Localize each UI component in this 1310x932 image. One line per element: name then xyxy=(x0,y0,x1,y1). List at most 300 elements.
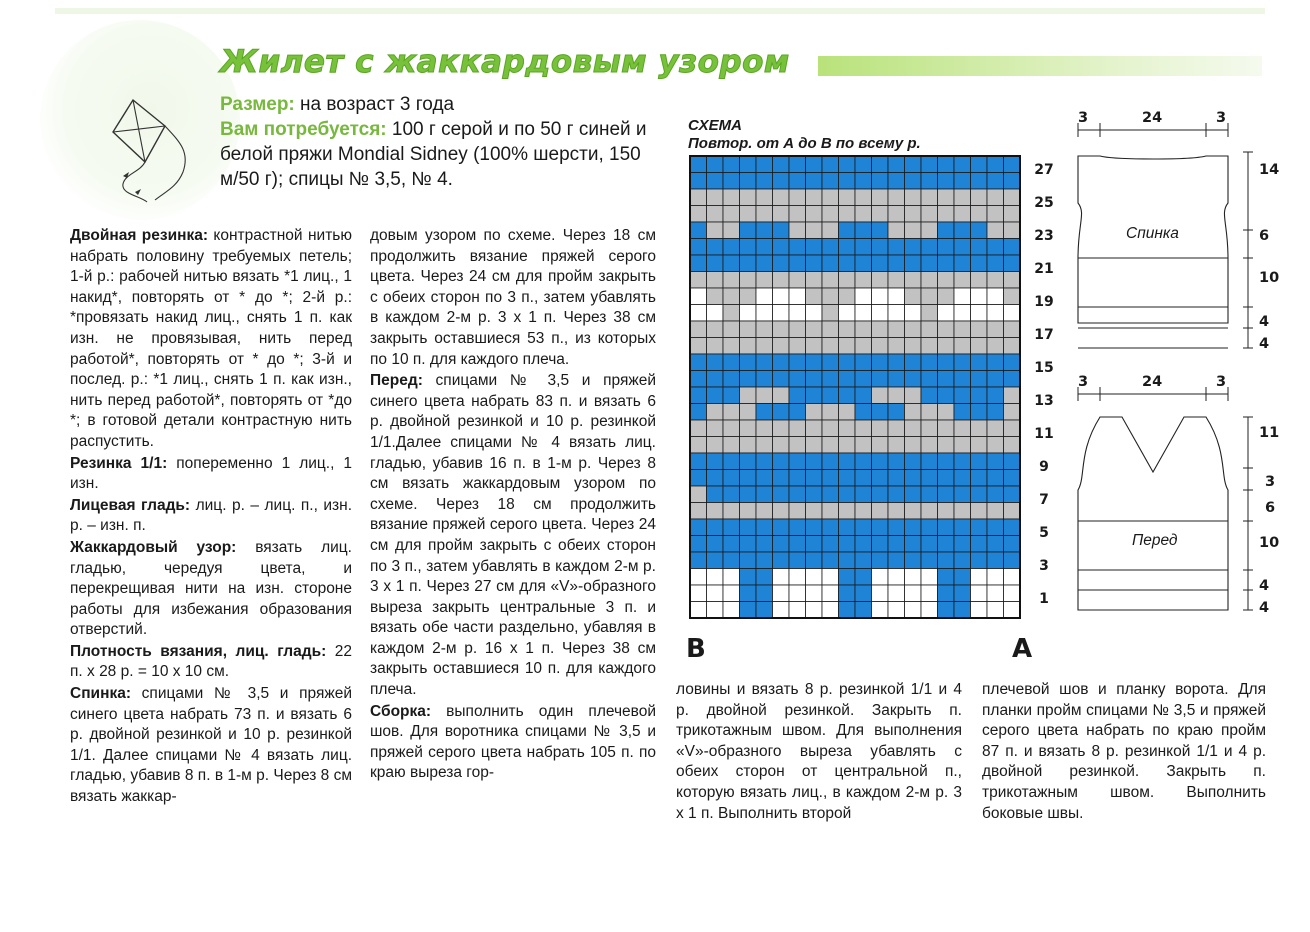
chart-cell xyxy=(806,222,823,239)
chart-cell xyxy=(707,585,724,602)
chart-cell xyxy=(987,354,1004,371)
chart-cell xyxy=(806,503,823,520)
chart-cell xyxy=(822,305,839,322)
chart-cell xyxy=(756,503,773,520)
chart-cell xyxy=(723,222,740,239)
chart-cell xyxy=(707,519,724,536)
chart-cell xyxy=(954,453,971,470)
chart-cell xyxy=(690,585,707,602)
front-dim-side-5: 4 xyxy=(1259,578,1270,594)
text-column-2 xyxy=(370,226,656,785)
chart-cell xyxy=(872,371,889,388)
chart-cell xyxy=(707,255,724,272)
chart-cell xyxy=(971,536,988,553)
chart-cell xyxy=(690,420,707,437)
chart-cell xyxy=(938,519,955,536)
chart-cell xyxy=(839,519,856,536)
chart-cell xyxy=(872,503,889,520)
chart-cell xyxy=(1004,272,1021,289)
chart-cell xyxy=(789,552,806,569)
chart-cell xyxy=(855,321,872,338)
chart-cell xyxy=(723,239,740,256)
row-number: 19 xyxy=(1034,293,1054,310)
chart-cell xyxy=(723,569,740,586)
chart-cell xyxy=(822,288,839,305)
chart-cell xyxy=(740,222,757,239)
chart-cell xyxy=(822,272,839,289)
chart-cell xyxy=(855,552,872,569)
paragraph-heading: Перед: xyxy=(370,372,423,390)
chart-cell xyxy=(1004,404,1021,421)
chart-cell xyxy=(839,503,856,520)
chart-cell xyxy=(888,585,905,602)
chart-cell xyxy=(921,503,938,520)
chart-cell xyxy=(905,585,922,602)
chart-cell xyxy=(954,602,971,619)
chart-cell xyxy=(1004,453,1021,470)
back-piece-label: Спинка xyxy=(1126,225,1179,242)
chart-cell xyxy=(987,569,1004,586)
chart-cell xyxy=(921,519,938,536)
chart-cell xyxy=(806,255,823,272)
paragraph xyxy=(70,496,352,537)
chart-cell xyxy=(888,420,905,437)
chart-cell xyxy=(723,519,740,536)
chart-cell xyxy=(921,206,938,223)
chart-cell xyxy=(1004,387,1021,404)
chart-cell xyxy=(872,453,889,470)
paragraph-text: лиц. р. – лиц. п., изн. р. – изн. п. xyxy=(70,496,353,535)
chart-cell xyxy=(954,239,971,256)
chart-cell xyxy=(987,239,1004,256)
chart-cell xyxy=(806,371,823,388)
chart-cell xyxy=(855,206,872,223)
front-dim-right: 3 xyxy=(1216,374,1227,390)
chart-cell xyxy=(723,156,740,173)
chart-cell xyxy=(822,206,839,223)
chart-cell xyxy=(756,321,773,338)
chart-cell xyxy=(839,239,856,256)
chart-cell xyxy=(690,288,707,305)
chart-cell xyxy=(806,453,823,470)
back-dim-right: 3 xyxy=(1216,110,1227,126)
chart-cell xyxy=(839,173,856,190)
chart-cell xyxy=(987,519,1004,536)
chart-cell xyxy=(938,503,955,520)
chart-cell xyxy=(921,437,938,454)
chart-cell xyxy=(872,156,889,173)
chart-cell xyxy=(740,552,757,569)
chart-cell xyxy=(740,354,757,371)
chart-cell xyxy=(707,437,724,454)
chart-cell xyxy=(971,156,988,173)
chart-cell xyxy=(905,338,922,355)
chart-cell xyxy=(855,453,872,470)
chart-cell xyxy=(707,321,724,338)
chart-cell xyxy=(855,156,872,173)
row-number: 15 xyxy=(1034,359,1054,376)
chart-cell xyxy=(888,371,905,388)
chart-cell xyxy=(707,222,724,239)
row-number: 13 xyxy=(1034,392,1054,409)
chart-cell xyxy=(822,173,839,190)
chart-cell xyxy=(921,189,938,206)
chart-cell xyxy=(921,453,938,470)
chart-cell xyxy=(806,338,823,355)
chart-cell xyxy=(987,321,1004,338)
chart-cell xyxy=(773,189,790,206)
chart-cell xyxy=(822,387,839,404)
chart-cell xyxy=(905,156,922,173)
front-dim-side-1: 11 xyxy=(1259,425,1280,441)
chart-cell xyxy=(938,272,955,289)
chart-cell xyxy=(723,420,740,437)
chart-cell xyxy=(888,173,905,190)
chart-cell xyxy=(707,305,724,322)
chart-cell xyxy=(905,552,922,569)
chart-cell xyxy=(822,470,839,487)
chart-cell xyxy=(1004,156,1021,173)
chart-cell xyxy=(954,255,971,272)
chart-cell xyxy=(789,206,806,223)
chart-cell xyxy=(773,519,790,536)
chart-cell xyxy=(756,437,773,454)
chart-cell xyxy=(789,404,806,421)
chart-cell xyxy=(971,354,988,371)
chart-cell xyxy=(839,602,856,619)
chart-cell xyxy=(740,486,757,503)
chart-cell xyxy=(723,338,740,355)
chart-cell xyxy=(855,288,872,305)
chart-cell xyxy=(789,321,806,338)
chart-cell xyxy=(872,338,889,355)
chart-cell xyxy=(756,156,773,173)
paragraph-heading: Двойная резинка: xyxy=(70,227,209,244)
chart-cell xyxy=(905,536,922,553)
chart-cell xyxy=(971,338,988,355)
chart-cell xyxy=(690,321,707,338)
chart-cell xyxy=(921,404,938,421)
chart-cell xyxy=(872,420,889,437)
chart-cell xyxy=(855,569,872,586)
chart-cell xyxy=(921,420,938,437)
chart-cell xyxy=(723,486,740,503)
chart-cell xyxy=(773,602,790,619)
chart-cell xyxy=(839,288,856,305)
chart-cell xyxy=(905,189,922,206)
chart-cell xyxy=(740,585,757,602)
chart-cell xyxy=(921,552,938,569)
back-dim-side-4: 4 xyxy=(1259,314,1270,330)
chart-cell xyxy=(987,536,1004,553)
chart-cell xyxy=(839,387,856,404)
chart-cell xyxy=(905,387,922,404)
chart-cell xyxy=(1004,321,1021,338)
chart-cell xyxy=(921,486,938,503)
chart-cell xyxy=(690,470,707,487)
text-column-1 xyxy=(70,226,352,809)
chart-cell xyxy=(707,371,724,388)
chart-cell xyxy=(789,255,806,272)
chart-cell xyxy=(905,272,922,289)
chart-cell xyxy=(822,602,839,619)
chart-cell xyxy=(888,206,905,223)
chart-cell xyxy=(839,222,856,239)
chart-cell xyxy=(888,239,905,256)
chart-cell xyxy=(723,305,740,322)
chart-cell xyxy=(954,437,971,454)
chart-cell xyxy=(971,486,988,503)
chart-cell xyxy=(971,503,988,520)
chart-cell xyxy=(723,272,740,289)
chart-cell xyxy=(839,437,856,454)
chart-cell xyxy=(888,453,905,470)
paragraph-text: ловины и вязать 8 р. резинкой 1/1 и 4 р. двойной резинкой. Закрыть п. трикотажным швом. Для выполнения «V»-образного выреза убавлять с обеих сторон от центральной п., которую вязать лиц., в каждом 2-м р. 3 х 1 п. Выполнить второй xyxy=(676,681,962,822)
chart-cell xyxy=(789,536,806,553)
chart-cell xyxy=(690,602,707,619)
chart-cell xyxy=(921,156,938,173)
chart-cell xyxy=(839,255,856,272)
paragraph-text: выполнить один плечевой шов. Для воротника спицами № 3,5 и пряжей серого цвета набрать 105 п. по краю выреза гор- xyxy=(370,702,657,782)
chart-cell xyxy=(707,536,724,553)
chart-cell xyxy=(690,272,707,289)
chart-cell xyxy=(707,420,724,437)
chart-cell xyxy=(938,569,955,586)
chart-cell xyxy=(789,387,806,404)
chart-cell xyxy=(756,453,773,470)
chart-cell xyxy=(839,338,856,355)
chart-cell xyxy=(921,536,938,553)
chart-cell xyxy=(789,453,806,470)
paragraph xyxy=(70,538,352,641)
chart-cell xyxy=(938,486,955,503)
chart-cell xyxy=(987,585,1004,602)
chart-cell xyxy=(822,371,839,388)
chart-cell xyxy=(921,305,938,322)
paragraph-text: плечевой шов и планку ворота. Для планки пройм спицами № 3,5 и пряжей серого цвета набрать по краю пройм 87 п. и вязать 8 р. резинкой 1/1 и 4 р. двойной резинкой. Закрыть п. трикотажным швом. Выполнить боковые швы. xyxy=(982,681,1266,822)
chart-cell xyxy=(1004,371,1021,388)
chart-cell xyxy=(1004,569,1021,586)
chart-cell xyxy=(756,222,773,239)
chart-cell xyxy=(773,536,790,553)
chart-cell xyxy=(740,338,757,355)
chart-cell xyxy=(806,552,823,569)
chart-cell xyxy=(1004,536,1021,553)
chart-cell xyxy=(1004,239,1021,256)
size-text: на возраст 3 года xyxy=(300,94,455,115)
chart-cell xyxy=(938,206,955,223)
chart-cell xyxy=(822,321,839,338)
chart-cell xyxy=(954,470,971,487)
paragraph xyxy=(370,226,656,370)
chart-cell xyxy=(1004,288,1021,305)
chart-cell xyxy=(954,585,971,602)
chart-cell xyxy=(938,585,955,602)
chart-cell xyxy=(839,470,856,487)
chart-cell xyxy=(822,437,839,454)
chart-cell xyxy=(690,338,707,355)
chart-cell xyxy=(938,189,955,206)
chart-cell xyxy=(905,288,922,305)
row-number: 17 xyxy=(1034,326,1054,343)
chart-cell xyxy=(938,288,955,305)
chart-cell xyxy=(740,255,757,272)
chart-cell xyxy=(855,272,872,289)
chart-cell xyxy=(1004,206,1021,223)
chart-cell xyxy=(707,189,724,206)
chart-cell xyxy=(806,536,823,553)
chart-cell xyxy=(872,288,889,305)
chart-cell xyxy=(971,371,988,388)
chart-cell xyxy=(921,387,938,404)
chart-cell xyxy=(789,585,806,602)
chart-cell xyxy=(822,404,839,421)
chart-cell xyxy=(971,453,988,470)
chart-cell xyxy=(954,288,971,305)
chart-cell xyxy=(740,519,757,536)
chart-cell xyxy=(954,387,971,404)
chart-cell xyxy=(806,173,823,190)
chart-cell xyxy=(855,239,872,256)
chart-cell xyxy=(1004,470,1021,487)
chart-cell xyxy=(1004,585,1021,602)
chart-cell xyxy=(987,420,1004,437)
chart-cell xyxy=(905,437,922,454)
chart-cell xyxy=(888,321,905,338)
chart-cell xyxy=(756,420,773,437)
chart-cell xyxy=(855,602,872,619)
chart-cell xyxy=(872,602,889,619)
chart-cell xyxy=(888,255,905,272)
chart-cell xyxy=(756,288,773,305)
chart-cell xyxy=(888,486,905,503)
chart-cell xyxy=(707,552,724,569)
front-dim-center: 24 xyxy=(1142,374,1163,390)
back-dim-side-2: 6 xyxy=(1259,228,1270,244)
jacquard-chart xyxy=(688,154,1022,620)
chart-cell xyxy=(888,272,905,289)
chart-cell xyxy=(789,288,806,305)
chart-cell xyxy=(839,420,856,437)
chart-cell xyxy=(723,387,740,404)
chart-cell xyxy=(987,404,1004,421)
chart-cell xyxy=(971,222,988,239)
chart-cell xyxy=(740,371,757,388)
chart-cell xyxy=(756,404,773,421)
chart-cell xyxy=(987,272,1004,289)
chart-cell xyxy=(954,222,971,239)
chart-cell xyxy=(773,288,790,305)
chart-cell xyxy=(954,206,971,223)
chart-cell xyxy=(938,305,955,322)
chart-cell xyxy=(1004,602,1021,619)
chart-cell xyxy=(707,470,724,487)
chart-cell xyxy=(723,470,740,487)
chart-cell xyxy=(872,222,889,239)
chart-cell xyxy=(987,173,1004,190)
chart-cell xyxy=(756,305,773,322)
chart-cell xyxy=(707,173,724,190)
chart-cell xyxy=(938,552,955,569)
chart-cell xyxy=(839,486,856,503)
chart-cell xyxy=(987,206,1004,223)
chart-cell xyxy=(723,585,740,602)
chart-cell xyxy=(756,338,773,355)
chart-cell xyxy=(690,354,707,371)
chart-cell xyxy=(756,189,773,206)
chart-cell xyxy=(872,486,889,503)
paragraph-heading: Лицевая гладь: xyxy=(70,496,191,514)
chart-cell xyxy=(905,255,922,272)
chart-cell xyxy=(987,602,1004,619)
chart-cell xyxy=(921,288,938,305)
chart-cell xyxy=(938,354,955,371)
chart-cell xyxy=(806,569,823,586)
chart-cell xyxy=(839,156,856,173)
chart-cell xyxy=(806,404,823,421)
chart-cell xyxy=(773,305,790,322)
chart-cell xyxy=(938,222,955,239)
chart-cell xyxy=(888,387,905,404)
chart-cell xyxy=(789,602,806,619)
chart-cell xyxy=(822,536,839,553)
chart-cell xyxy=(1004,189,1021,206)
row-number: 27 xyxy=(1034,161,1054,178)
chart-cell xyxy=(773,420,790,437)
chart-cell xyxy=(872,387,889,404)
chart-cell xyxy=(839,321,856,338)
chart-cell xyxy=(806,354,823,371)
page-title: Жилет с жаккардовым узором xyxy=(220,44,790,80)
chart-cell xyxy=(740,272,757,289)
chart-cell xyxy=(954,189,971,206)
chart-cell xyxy=(971,255,988,272)
chart-cell xyxy=(905,420,922,437)
chart-cell xyxy=(855,585,872,602)
chart-cell xyxy=(723,552,740,569)
chart-cell xyxy=(954,552,971,569)
chart-cell xyxy=(987,470,1004,487)
chart-cell xyxy=(822,552,839,569)
chart-cell xyxy=(888,305,905,322)
chart-cell xyxy=(987,371,1004,388)
chart-cell xyxy=(789,569,806,586)
chart-cell xyxy=(938,387,955,404)
chart-cell xyxy=(872,470,889,487)
chart-cell xyxy=(855,387,872,404)
row-number: 11 xyxy=(1034,425,1054,442)
chart-cell xyxy=(773,206,790,223)
chart-cell xyxy=(1004,255,1021,272)
chart-cell xyxy=(888,288,905,305)
chart-cell xyxy=(905,404,922,421)
chart-cell xyxy=(888,569,905,586)
chart-cell xyxy=(921,585,938,602)
front-dim-side-2: 3 xyxy=(1265,474,1276,490)
paragraph-heading: Резинка 1/1: xyxy=(70,454,168,472)
chart-cell xyxy=(855,222,872,239)
chart-cell xyxy=(756,206,773,223)
chart-cell xyxy=(806,437,823,454)
text-column-4 xyxy=(982,680,1266,825)
chart-cell xyxy=(756,387,773,404)
chart-cell xyxy=(888,156,905,173)
chart-cell xyxy=(773,453,790,470)
paragraph xyxy=(982,680,1266,824)
chart-cell xyxy=(1004,173,1021,190)
chart-cell xyxy=(839,404,856,421)
chart-cell xyxy=(773,338,790,355)
